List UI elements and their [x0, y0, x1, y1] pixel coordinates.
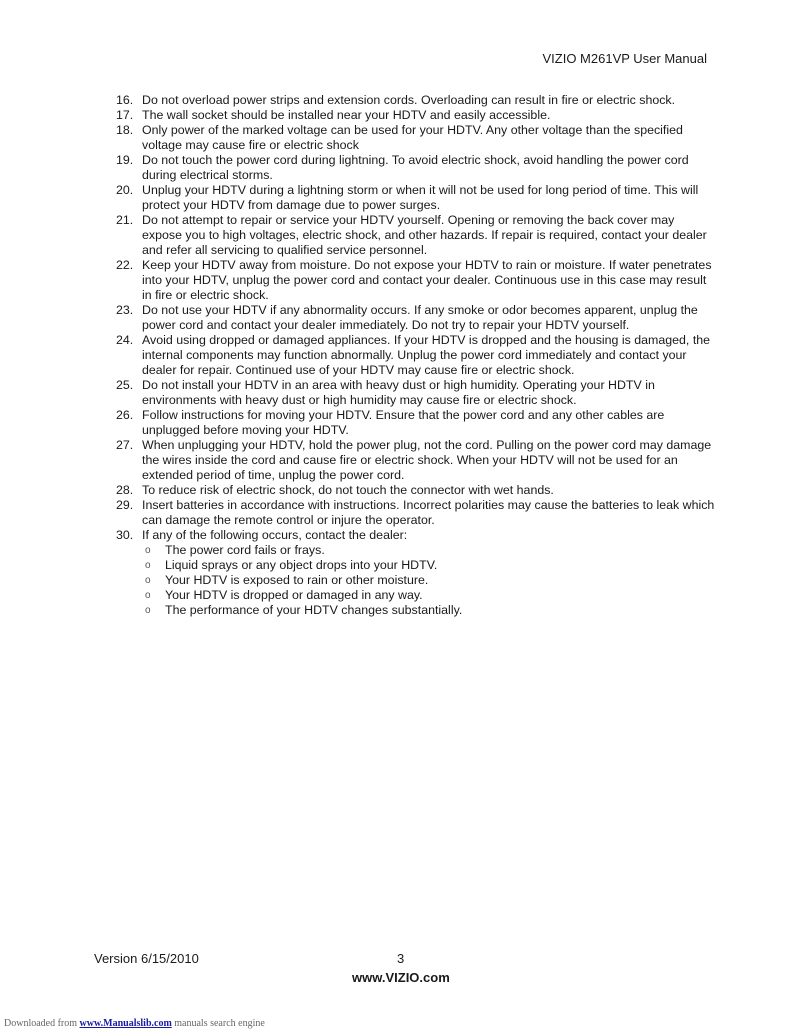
- item-number: 16.: [116, 93, 134, 107]
- circle-bullet-icon: o: [145, 590, 151, 601]
- safety-instructions-list: [116, 93, 716, 618]
- sub-item-text: The power cord fails or frays.: [165, 543, 325, 557]
- footer-version: Version 6/15/2010: [94, 951, 199, 966]
- item-text: Do not install your HDTV in an area with heavy dust or high humidity. Operating your HDTV in environments with heavy dust or high humidity may cause fire or electric shock.: [142, 378, 655, 407]
- item-number: 22.: [116, 258, 134, 272]
- item-number: 24.: [116, 333, 134, 347]
- list-item: [116, 93, 716, 108]
- sub-item-text: Your HDTV is exposed to rain or other moisture.: [165, 573, 429, 587]
- circle-bullet-icon: o: [145, 605, 151, 616]
- list-item: [116, 303, 716, 333]
- item-text: When unplugging your HDTV, hold the power plug, not the cord. Pulling on the power cord may damage the wires inside the cord and cause fire or electric shock. When your HDTV will not be used for an extended period of time, unplug the power cord.: [142, 438, 712, 482]
- sub-list-item: [142, 558, 716, 573]
- item-text: Do not overload power strips and extension cords. Overloading can result in fire or electric shock.: [142, 93, 676, 107]
- sub-list-item: [142, 603, 716, 618]
- item-number: 19.: [116, 153, 134, 167]
- item-number: 29.: [116, 498, 134, 512]
- item-text: Only power of the marked voltage can be used for your HDTV. Any other voltage than the specified voltage may cause fire or electric shock: [142, 123, 683, 152]
- list-item: [116, 438, 716, 483]
- download-suffix: manuals search engine: [171, 1018, 265, 1029]
- item-text: The wall socket should be installed near your HDTV and easily accessible.: [142, 108, 551, 122]
- item-number: 26.: [116, 408, 134, 422]
- list-item: [116, 483, 716, 498]
- list-item: [116, 213, 716, 258]
- list-item: [116, 333, 716, 378]
- document-header-title: VIZIO M261VP User Manual: [542, 51, 707, 66]
- list-item: [116, 153, 716, 183]
- list-item: [116, 258, 716, 303]
- item-number: 21.: [116, 213, 134, 227]
- item-number: 18.: [116, 123, 134, 137]
- manualslib-link[interactable]: www.Manualslib.com: [79, 1018, 172, 1029]
- item-number: 30.: [116, 528, 134, 542]
- item-number: 20.: [116, 183, 134, 197]
- item-text: Keep your HDTV away from moisture. Do not expose your HDTV to rain or moisture. If water penetrates into your HDTV, unplug the power cord and contact your dealer. Continuous use in this case may result in fire or electric shock.: [142, 258, 712, 302]
- footer-url: www.VIZIO.com: [352, 970, 450, 985]
- list-item: [116, 183, 716, 213]
- sub-list-item: [142, 543, 716, 558]
- item-number: 25.: [116, 378, 134, 392]
- list-item: [116, 123, 716, 153]
- list-item: [116, 378, 716, 408]
- sub-item-text: The performance of your HDTV changes substantially.: [165, 603, 463, 617]
- list-item: [116, 498, 716, 528]
- sub-list-item: [142, 588, 716, 603]
- download-prefix: Downloaded from: [4, 1018, 80, 1029]
- item-text: Do not attempt to repair or service your HDTV yourself. Opening or removing the back cover may expose you to high voltages, electric shock, and other hazards. If repair is required, contact your dealer and refer all servicing to qualified service personnel.: [142, 213, 707, 257]
- list-item: [116, 108, 716, 123]
- item-number: 27.: [116, 438, 134, 452]
- download-banner: [4, 1018, 265, 1029]
- sub-item-text: Your HDTV is dropped or damaged in any way.: [165, 588, 423, 602]
- item-text: To reduce risk of electric shock, do not touch the connector with wet hands.: [142, 483, 554, 497]
- sub-item-text: Liquid sprays or any object drops into your HDTV.: [165, 558, 438, 572]
- list-item: [116, 408, 716, 438]
- sub-list: [142, 543, 716, 618]
- item-text: Avoid using dropped or damaged appliances. If your HDTV is dropped and the housing is damaged, the internal components may function abnormally. Unplug the power cord immediately and contact your dealer for repair. Continued use of your HDTV may cause fire or electric shock.: [142, 333, 711, 377]
- item-number: 28.: [116, 483, 134, 497]
- item-number: 17.: [116, 108, 134, 122]
- page-number: 3: [397, 951, 405, 966]
- circle-bullet-icon: o: [145, 545, 151, 556]
- item-text: If any of the following occurs, contact the dealer:: [142, 528, 408, 542]
- item-text: Do not use your HDTV if any abnormality occurs. If any smoke or odor becomes apparent, unplug the power cord and contact your dealer immediately. Do not try to repair your HDTV yourself.: [142, 303, 698, 332]
- circle-bullet-icon: o: [145, 560, 151, 571]
- item-text: Follow instructions for moving your HDTV. Ensure that the power cord and any other cables are unplugged before moving your HDTV.: [142, 408, 665, 437]
- list-item: [116, 528, 716, 618]
- item-text: Do not touch the power cord during lightning. To avoid electric shock, avoid handling the power cord during electrical storms.: [142, 153, 689, 182]
- circle-bullet-icon: o: [145, 575, 151, 586]
- item-number: 23.: [116, 303, 134, 317]
- item-text: Insert batteries in accordance with instructions. Incorrect polarities may cause the batteries to leak which can damage the remote control or injure the operator.: [142, 498, 715, 527]
- item-text: Unplug your HDTV during a lightning storm or when it will not be used for long period of time. This will protect your HDTV from damage due to power surges.: [142, 183, 699, 212]
- sub-list-item: [142, 573, 716, 588]
